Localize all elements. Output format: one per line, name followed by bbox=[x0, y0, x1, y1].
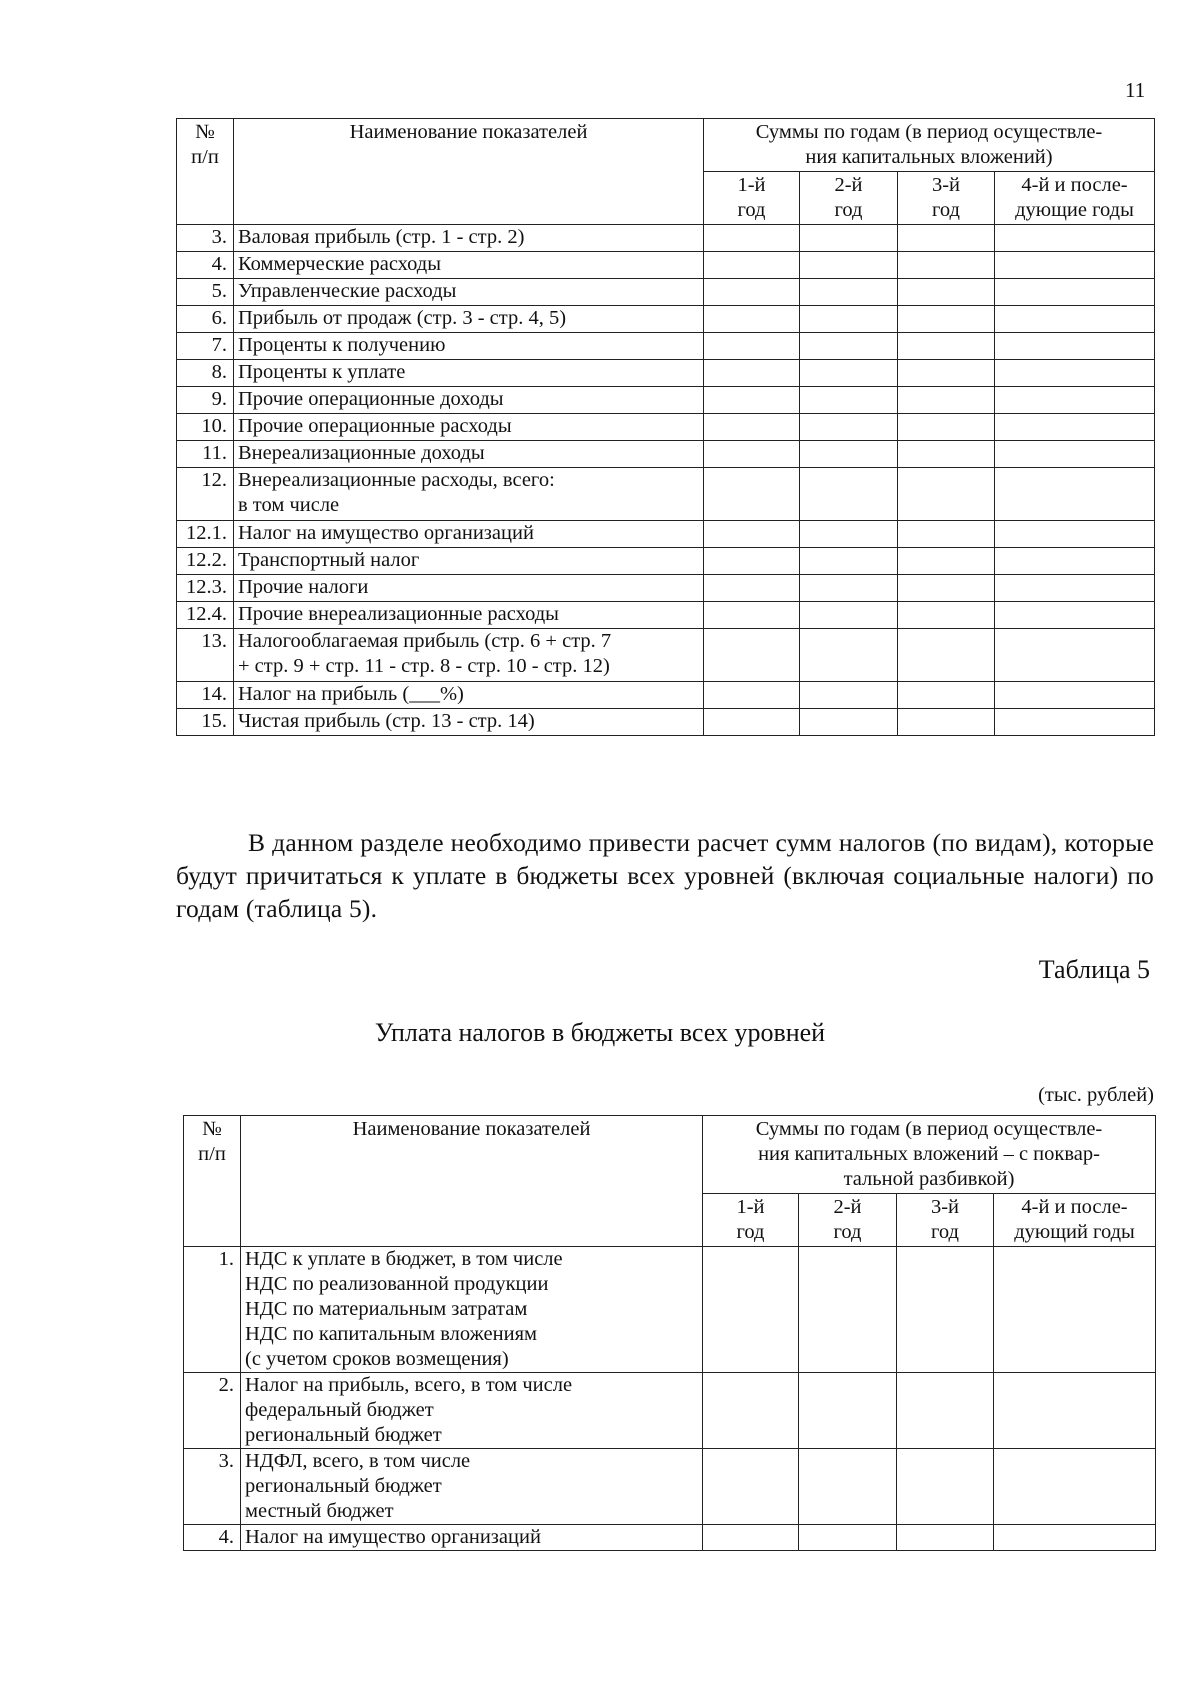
row-name: Налог на прибыль (___%) bbox=[234, 682, 704, 709]
table-row bbox=[177, 602, 1155, 629]
year-value-cell[interactable] bbox=[995, 709, 1155, 736]
year-value-cell[interactable] bbox=[994, 1449, 1156, 1525]
table-row bbox=[177, 333, 1155, 360]
row-name: НДФЛ, всего, в том числе региональный бюджет местный бюджет bbox=[241, 1449, 703, 1525]
header-name: Наименование показателей bbox=[241, 1116, 703, 1247]
year-value-cell[interactable] bbox=[704, 548, 800, 575]
row-name: Чистая прибыль (стр. 13 - стр. 14) bbox=[234, 709, 704, 736]
year-value-cell[interactable] bbox=[703, 1247, 799, 1373]
year-value-cell[interactable] bbox=[994, 1247, 1156, 1373]
row-name: Внереализационные доходы bbox=[234, 441, 704, 468]
year-value-cell[interactable] bbox=[800, 414, 898, 441]
row-name: Валовая прибыль (стр. 1 - стр. 2) bbox=[234, 225, 704, 252]
year-value-cell[interactable] bbox=[898, 521, 995, 548]
year-value-cell[interactable] bbox=[800, 468, 898, 521]
year-value-cell[interactable] bbox=[704, 468, 800, 521]
year-value-cell[interactable] bbox=[898, 387, 995, 414]
year-value-cell[interactable] bbox=[995, 548, 1155, 575]
table-row bbox=[177, 682, 1155, 709]
year-value-cell[interactable] bbox=[995, 629, 1155, 682]
year-value-cell[interactable] bbox=[799, 1247, 897, 1373]
header-sums: Суммы по годам (в период осуществле- ния капитальных вложений – с поквар- тальной разбивкой) bbox=[703, 1116, 1156, 1194]
header-num: № п/п bbox=[177, 119, 234, 225]
table-row bbox=[177, 225, 1155, 252]
year-value-cell[interactable] bbox=[898, 414, 995, 441]
row-name: Прочие операционные расходы bbox=[234, 414, 704, 441]
table-row bbox=[177, 548, 1155, 575]
table-row bbox=[184, 1373, 1156, 1449]
header-year-2: 2-й год bbox=[800, 172, 898, 225]
table-row bbox=[177, 521, 1155, 548]
profit-table bbox=[176, 118, 1155, 736]
year-value-cell[interactable] bbox=[704, 575, 800, 602]
year-value-cell[interactable] bbox=[800, 682, 898, 709]
row-number: 5. bbox=[177, 279, 234, 306]
year-value-cell[interactable] bbox=[704, 279, 800, 306]
year-value-cell[interactable] bbox=[800, 441, 898, 468]
year-value-cell[interactable] bbox=[704, 306, 800, 333]
year-value-cell[interactable] bbox=[800, 333, 898, 360]
year-value-cell[interactable] bbox=[800, 387, 898, 414]
year-value-cell[interactable] bbox=[704, 360, 800, 387]
year-value-cell[interactable] bbox=[703, 1373, 799, 1449]
row-name: Управленческие расходы bbox=[234, 279, 704, 306]
taxes-table bbox=[183, 1115, 1156, 1551]
row-name: Налог на прибыль, всего, в том числе федеральный бюджет региональный бюджет bbox=[241, 1373, 703, 1449]
year-value-cell[interactable] bbox=[799, 1525, 897, 1551]
header-year-1: 1-й год bbox=[703, 1194, 799, 1247]
taxes-table-body bbox=[184, 1247, 1156, 1551]
year-value-cell[interactable] bbox=[995, 682, 1155, 709]
row-number: 7. bbox=[177, 333, 234, 360]
row-number: 12.3. bbox=[177, 575, 234, 602]
year-value-cell[interactable] bbox=[995, 521, 1155, 548]
year-value-cell[interactable] bbox=[800, 521, 898, 548]
units-note: (тыс. рублей) bbox=[1038, 1084, 1154, 1106]
table-title: Уплата налогов в бюджеты всех уровней bbox=[374, 1018, 826, 1047]
table-row bbox=[177, 387, 1155, 414]
year-value-cell[interactable] bbox=[898, 602, 995, 629]
year-value-cell[interactable] bbox=[800, 602, 898, 629]
year-value-cell[interactable] bbox=[995, 333, 1155, 360]
row-name: Прочие операционные доходы bbox=[234, 387, 704, 414]
year-value-cell[interactable] bbox=[898, 225, 995, 252]
year-value-cell[interactable] bbox=[800, 548, 898, 575]
row-number: 2. bbox=[184, 1373, 241, 1449]
row-number: 4. bbox=[184, 1525, 241, 1551]
year-value-cell[interactable] bbox=[994, 1525, 1156, 1551]
year-value-cell[interactable] bbox=[995, 575, 1155, 602]
row-number: 10. bbox=[177, 414, 234, 441]
year-value-cell[interactable] bbox=[898, 360, 995, 387]
year-value-cell[interactable] bbox=[898, 333, 995, 360]
header-name: Наименование показателей bbox=[234, 119, 704, 225]
year-value-cell[interactable] bbox=[995, 279, 1155, 306]
header-year-3: 3-й год bbox=[897, 1194, 994, 1247]
row-number: 6. bbox=[177, 306, 234, 333]
row-number: 12.4. bbox=[177, 602, 234, 629]
header-year-4: 4-й и после- дующие годы bbox=[995, 172, 1155, 225]
year-value-cell[interactable] bbox=[704, 709, 800, 736]
row-name: НДС к уплате в бюджет, в том числе НДС по реализованной продукции НДС по материальным затратам НДС по капитальным вложениям (с учетом сроков возмещения) bbox=[241, 1247, 703, 1373]
row-number: 3. bbox=[184, 1449, 241, 1525]
header-year-4: 4-й и после- дующий годы bbox=[994, 1194, 1156, 1247]
row-number: 1. bbox=[184, 1247, 241, 1373]
year-value-cell[interactable] bbox=[704, 602, 800, 629]
year-value-cell[interactable] bbox=[995, 602, 1155, 629]
row-name: Прочие внереализационные расходы bbox=[234, 602, 704, 629]
table-row bbox=[184, 1247, 1156, 1373]
year-value-cell[interactable] bbox=[800, 709, 898, 736]
header-num: № п/п bbox=[184, 1116, 241, 1247]
year-value-cell[interactable] bbox=[995, 441, 1155, 468]
table-row bbox=[177, 360, 1155, 387]
row-name: Транспортный налог bbox=[234, 548, 704, 575]
year-value-cell[interactable] bbox=[799, 1449, 897, 1525]
year-value-cell[interactable] bbox=[898, 306, 995, 333]
body-paragraph bbox=[176, 826, 1154, 925]
table-row bbox=[177, 441, 1155, 468]
year-value-cell[interactable] bbox=[897, 1247, 994, 1373]
year-value-cell[interactable] bbox=[898, 682, 995, 709]
row-number: 13. bbox=[177, 629, 234, 682]
header-year-3: 3-й год bbox=[898, 172, 995, 225]
year-value-cell[interactable] bbox=[800, 629, 898, 682]
year-value-cell[interactable] bbox=[995, 387, 1155, 414]
year-value-cell[interactable] bbox=[898, 629, 995, 682]
row-name: Внереализационные расходы, всего: в том числе bbox=[234, 468, 704, 521]
page-number: 11 bbox=[1125, 78, 1146, 102]
row-number: 8. bbox=[177, 360, 234, 387]
year-value-cell[interactable] bbox=[800, 575, 898, 602]
year-value-cell[interactable] bbox=[897, 1449, 994, 1525]
year-value-cell[interactable] bbox=[898, 279, 995, 306]
row-name: Прибыль от продаж (стр. 3 - стр. 4, 5) bbox=[234, 306, 704, 333]
year-value-cell[interactable] bbox=[800, 306, 898, 333]
row-name: Налог на имущество организаций bbox=[234, 521, 704, 548]
year-value-cell[interactable] bbox=[800, 360, 898, 387]
header-year-2: 2-й год bbox=[799, 1194, 897, 1247]
row-name: Проценты к уплате bbox=[234, 360, 704, 387]
row-name: Проценты к получению bbox=[234, 333, 704, 360]
year-value-cell[interactable] bbox=[704, 441, 800, 468]
table-row bbox=[177, 709, 1155, 736]
year-value-cell[interactable] bbox=[800, 279, 898, 306]
row-number: 4. bbox=[177, 252, 234, 279]
year-value-cell[interactable] bbox=[897, 1373, 994, 1449]
table-row bbox=[184, 1449, 1156, 1525]
table-row bbox=[177, 575, 1155, 602]
row-number: 3. bbox=[177, 225, 234, 252]
year-value-cell[interactable] bbox=[995, 306, 1155, 333]
row-number: 12.2. bbox=[177, 548, 234, 575]
row-number: 14. bbox=[177, 682, 234, 709]
table-row bbox=[177, 629, 1155, 682]
year-value-cell[interactable] bbox=[898, 252, 995, 279]
row-number: 15. bbox=[177, 709, 234, 736]
year-value-cell[interactable] bbox=[704, 682, 800, 709]
year-value-cell[interactable] bbox=[898, 575, 995, 602]
header-year-1: 1-й год bbox=[704, 172, 800, 225]
table-row bbox=[177, 468, 1155, 521]
table-row bbox=[177, 252, 1155, 279]
paragraph-text: В данном разделе необходимо привести расчет сумм налогов (по видам), которые будут причитаться к уплате в бюджеты всех уровней (включая социальные налоги) по годам (таблица 5). bbox=[176, 828, 1154, 923]
year-value-cell[interactable] bbox=[995, 225, 1155, 252]
year-value-cell[interactable] bbox=[897, 1525, 994, 1551]
row-number: 12. bbox=[177, 468, 234, 521]
year-value-cell[interactable] bbox=[898, 468, 995, 521]
year-value-cell[interactable] bbox=[799, 1373, 897, 1449]
year-value-cell[interactable] bbox=[703, 1449, 799, 1525]
year-value-cell[interactable] bbox=[704, 252, 800, 279]
year-value-cell[interactable] bbox=[704, 629, 800, 682]
year-value-cell[interactable] bbox=[704, 333, 800, 360]
row-name: Налогооблагаемая прибыль (стр. 6 + стр. 7 + стр. 9 + стр. 11 - стр. 8 - стр. 10 - стр. 12) bbox=[234, 629, 704, 682]
year-value-cell[interactable] bbox=[995, 252, 1155, 279]
table-label: Таблица 5 bbox=[1038, 955, 1150, 984]
year-value-cell[interactable] bbox=[898, 441, 995, 468]
row-number: 11. bbox=[177, 441, 234, 468]
year-value-cell[interactable] bbox=[704, 387, 800, 414]
year-value-cell[interactable] bbox=[800, 225, 898, 252]
table-row bbox=[184, 1525, 1156, 1551]
row-number: 12.1. bbox=[177, 521, 234, 548]
table-row bbox=[177, 414, 1155, 441]
table-row bbox=[177, 279, 1155, 306]
table-row bbox=[177, 306, 1155, 333]
year-value-cell[interactable] bbox=[995, 468, 1155, 521]
year-value-cell[interactable] bbox=[995, 360, 1155, 387]
year-value-cell[interactable] bbox=[704, 414, 800, 441]
row-name: Налог на имущество организаций bbox=[241, 1525, 703, 1551]
year-value-cell[interactable] bbox=[898, 709, 995, 736]
year-value-cell[interactable] bbox=[704, 225, 800, 252]
row-name: Прочие налоги bbox=[234, 575, 704, 602]
year-value-cell[interactable] bbox=[703, 1525, 799, 1551]
header-sums: Суммы по годам (в период осуществле- ния капитальных вложений) bbox=[704, 119, 1155, 172]
year-value-cell[interactable] bbox=[994, 1373, 1156, 1449]
row-name: Коммерческие расходы bbox=[234, 252, 704, 279]
year-value-cell[interactable] bbox=[800, 252, 898, 279]
year-value-cell[interactable] bbox=[898, 548, 995, 575]
year-value-cell[interactable] bbox=[995, 414, 1155, 441]
profit-table-body bbox=[177, 225, 1155, 736]
year-value-cell[interactable] bbox=[704, 521, 800, 548]
row-number: 9. bbox=[177, 387, 234, 414]
